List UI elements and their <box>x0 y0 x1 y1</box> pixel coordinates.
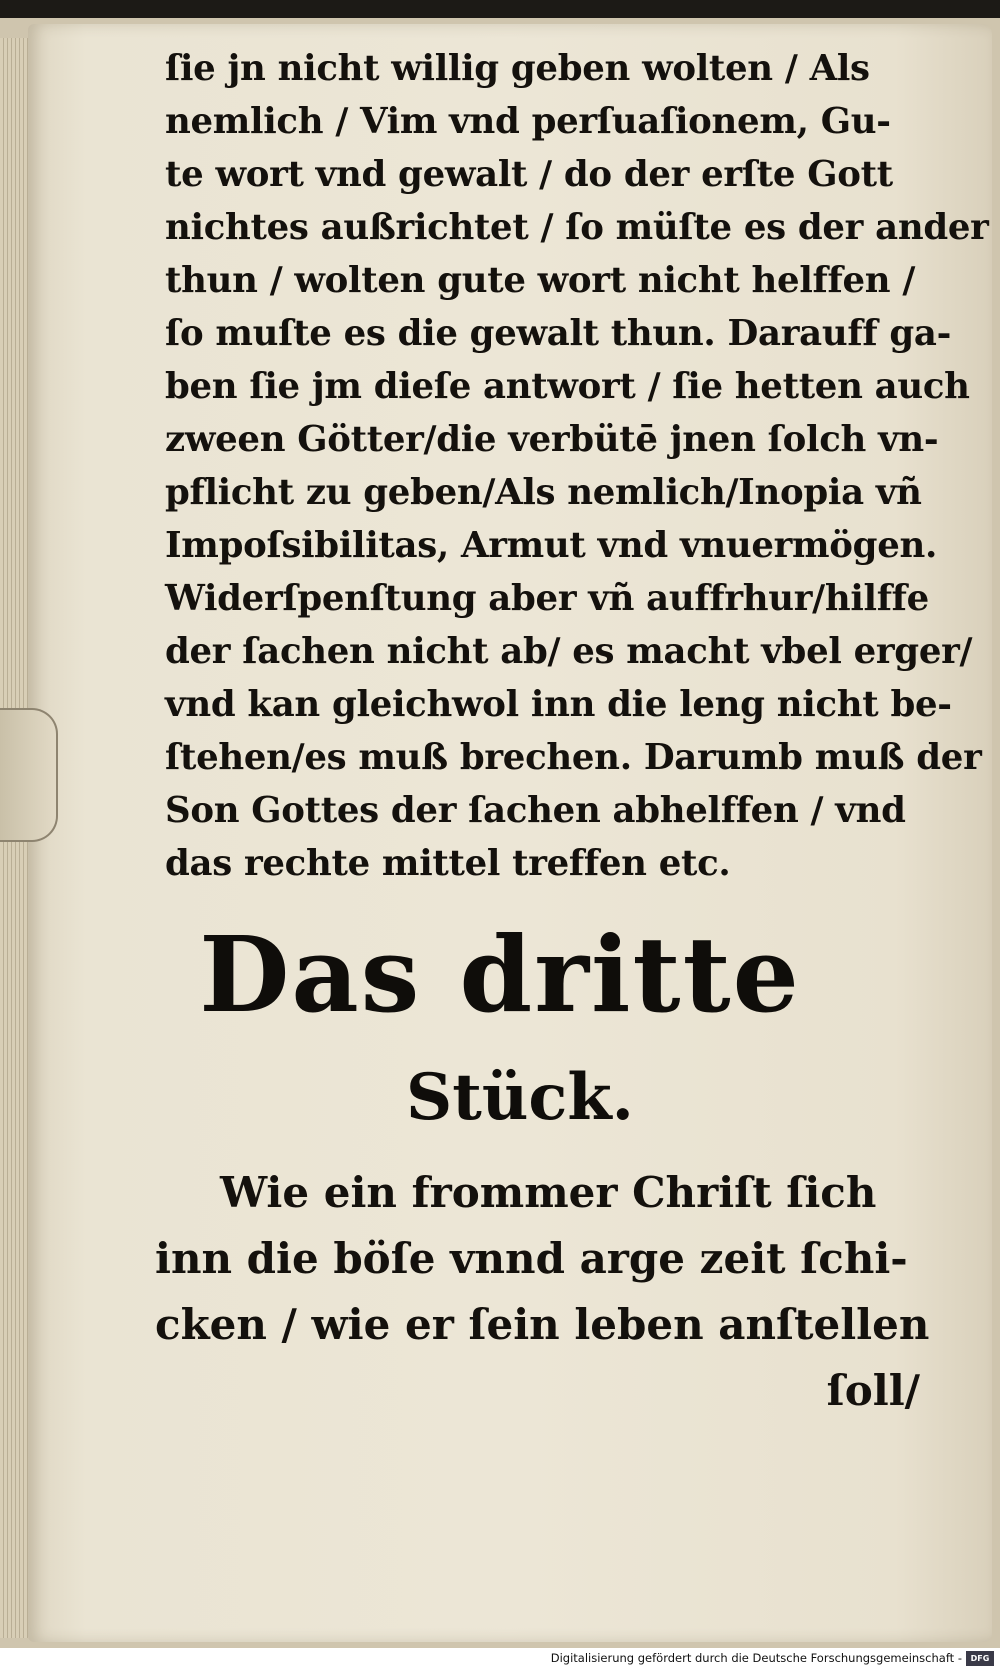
body-line: vnd kan gleichwol inn die leng nicht be- <box>165 684 952 725</box>
body-line: der ſachen nicht ab/ es macht vbel erger/ <box>165 631 973 672</box>
body-line: das rechte mittel treffen etc. <box>165 843 731 884</box>
body-line: Impoſsibilitas, Armut vnd vnuermögen. <box>165 525 938 566</box>
body-line: ben ſie jm dieſe antwort / ſie hetten auch <box>165 366 970 407</box>
footer-bar <box>0 1648 1000 1670</box>
body-line: te wort vnd gewalt / do der erſte Gott <box>165 154 893 195</box>
section-heading: Das dritte <box>199 913 801 1036</box>
body-line: nemlich / Vim vnd perſuaſionem, Gu- <box>165 101 891 142</box>
section-subheading: Stück. <box>406 1060 634 1135</box>
body-line: ſtehen/es muß brechen. Darumb muß der <box>165 737 982 778</box>
body-line: Son Gottes der ſachen abhelffen / vnd <box>165 790 906 831</box>
summary-line: Wie ein frommer Chriſt ſich <box>220 1168 877 1217</box>
body-line: zween Götter/die verbütē jnen ſolch vn- <box>165 419 939 460</box>
body-line: pflicht zu geben/Als nemlich/Inopia vñ <box>165 472 922 513</box>
summary-line: cken / wie er ſein leben anſtellen <box>155 1300 930 1349</box>
body-line: ſo muſte es die gewalt thun. Darauff ga- <box>165 313 952 354</box>
funding-credit: Digitalisierung gefördert durch die Deutsche Forschungsgemeinschaft - <box>550 1651 962 1665</box>
book-clasp <box>0 708 58 842</box>
summary-line: ſoll/ <box>826 1366 920 1415</box>
summary-line: inn die böſe vnnd arge zeit ſchi- <box>155 1234 908 1283</box>
body-line: thun / wolten gute wort nicht helffen / <box>165 260 915 301</box>
body-line: Widerſpenſtung aber vñ auffrhur/hilffe <box>165 578 929 619</box>
body-line: ſie jn nicht willig geben wolten / Als <box>165 48 870 89</box>
body-text <box>165 42 989 890</box>
dfg-logo: DFG <box>966 1651 994 1666</box>
body-line: nichtes außrichtet / ſo müſte es der ander <box>165 207 989 248</box>
section-summary <box>155 1160 930 1424</box>
